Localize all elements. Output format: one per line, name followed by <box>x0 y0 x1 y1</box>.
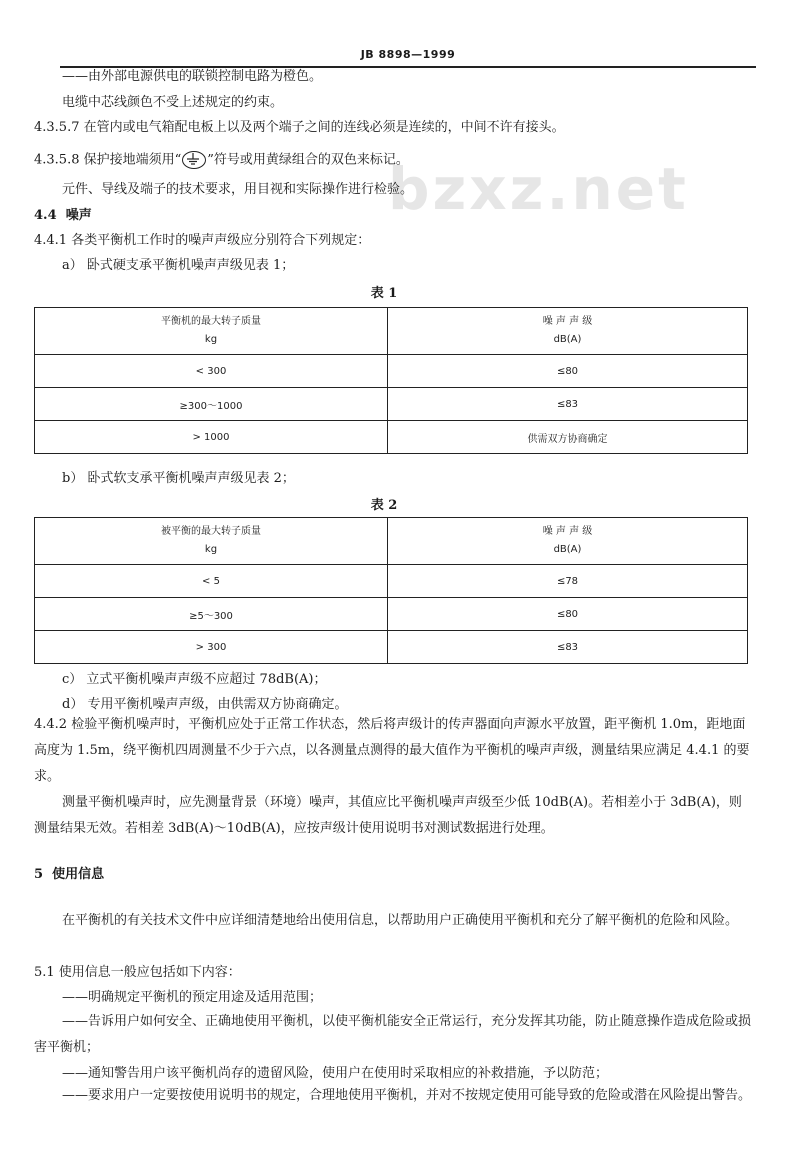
paragraph-usage-info: 在平衡机的有关技术文件中应详细清楚地给出使用信息，以帮助用户正确使用平衡机和充分了解平衡机的危险和风险。 <box>62 913 739 928</box>
table1-header-level-label: 噪 声 声 级 <box>542 316 593 327</box>
protective-ground-symbol-icon <box>182 151 206 169</box>
item-c: c） 立式平衡机噪声声级不应超过 78dB(A)； <box>62 672 327 687</box>
dash-item-1: ——明确规定平衡机的预定用途及适用范围； <box>62 990 323 1005</box>
table2-cell-level: ≤78 <box>388 565 748 598</box>
table2-cell-level: ≤83 <box>388 631 748 664</box>
table2-cell-mass: > 300 <box>35 631 388 664</box>
table2-cell-mass: ≥5～300 <box>35 598 388 631</box>
line-inspection: 元件、导线及端子的技术要求，用目视和实际操作进行检验。 <box>62 182 414 197</box>
table1-header-mass-unit: kg <box>204 334 218 345</box>
section-4-4-title: 噪声 <box>65 208 92 223</box>
table1-header-mass-label: 平衡机的最大转子质量 <box>161 316 261 327</box>
table1-caption: 表 1 <box>370 286 398 301</box>
section-5-number: 5 <box>34 867 44 882</box>
section-4-4-heading <box>34 207 92 225</box>
table-row <box>35 565 748 598</box>
dash-item-4: ——要求用户一定要按使用说明书的规定，合理地使用平衡机，并对不按规定使用可能导致的危险或潜在风险提出警告。 <box>62 1088 752 1103</box>
table1 <box>34 307 748 454</box>
table2-header-mass-unit: kg <box>204 544 218 555</box>
clause-4-3-5-8-post: ”符号或用黄绿组合的双色来标记。 <box>207 152 409 168</box>
dash-item-2: ——告诉用户如何安全、正确地使用平衡机，以使平衡机能安全正常运行，充分发挥其功能，防止随意操作造成危险或损害平衡机； <box>34 1014 752 1055</box>
table1-cell-level: 供需双方协商确定 <box>388 421 748 454</box>
table2-header-level <box>388 518 748 565</box>
item-a: a） 卧式硬支承平衡机噪声声级见表 1； <box>62 258 295 273</box>
table1-header-row <box>35 308 748 355</box>
clause-4-3-5-8-pre: 4.3.5.8 保护接地端须用“ <box>34 152 182 168</box>
table-row <box>35 421 748 454</box>
section-5-title: 使用信息 <box>52 867 105 882</box>
table1-cell-level: ≤80 <box>388 355 748 388</box>
clause-5-1: 5.1 使用信息一般应包括如下内容： <box>34 965 241 980</box>
page-header: JB 8898—1999 <box>60 48 756 68</box>
line-core-color: 电缆中芯线颜色不受上述规定的约束。 <box>62 95 284 110</box>
table2-cell-level: ≤80 <box>388 598 748 631</box>
table2-header-row <box>35 518 748 565</box>
clause-4-4-2: 4.4.2 检验平衡机噪声时，平衡机应处于正常工作状态，然后将声级计的传声器面向声源水平放置，距平衡机 1.0m，距地面高度为 1.5m，绕平衡机四周测量不少于六点，以各测量点测得的最大值作为平衡机的噪声声级，测量结果应满足 4.4.1 的要求。 <box>34 717 750 784</box>
table2-cell-mass: < 5 <box>35 565 388 598</box>
clause-4-4-1: 4.4.1 各类平衡机工作时的噪声声级应分别符合下列规定： <box>34 233 371 248</box>
line-interlock-orange: ——由外部电源供电的联锁控制电路为橙色。 <box>62 69 323 84</box>
table-row <box>35 355 748 388</box>
section-4-4-number: 4.4 <box>34 208 57 223</box>
section-5-heading <box>34 866 104 884</box>
paragraph-background-noise: 测量平衡机噪声时，应先测量背景（环境）噪声，其值应比平衡机噪声声级至少低 10dB(A)。若相差小于 3dB(A)，则测量结果无效。若相差 3dB(A)～10dB(A)，应按声级计使用说明书对测试数据进行处理。 <box>34 795 742 836</box>
clause-4-3-5-7: 4.3.5.7 在管内或电气箱配电板上以及两个端子之间的连线必须是连续的，中间不许有接头。 <box>34 120 565 135</box>
watermark: bzxz.net <box>388 155 689 223</box>
table2-header-level-label: 噪 声 声 级 <box>542 526 593 537</box>
table1-header-level <box>388 308 748 355</box>
clause-4-3-5-8 <box>34 151 409 170</box>
item-d: d） 专用平衡机噪声声级，由供需双方协商确定。 <box>62 697 348 712</box>
table-row <box>35 631 748 664</box>
table1-cell-level: ≤83 <box>388 388 748 421</box>
table1-header-mass <box>35 308 388 355</box>
table2 <box>34 517 748 664</box>
dash-item-3: ——通知警告用户该平衡机尚存的遗留风险，使用户在使用时采取相应的补救措施，予以防范； <box>62 1066 609 1081</box>
table1-cell-mass: > 1000 <box>35 421 388 454</box>
table-row <box>35 598 748 631</box>
table2-caption: 表 2 <box>370 498 398 513</box>
table2-header-mass <box>35 518 388 565</box>
table1-cell-mass: ≥300～1000 <box>35 388 388 421</box>
table2-header-level-unit: dB(A) <box>553 544 582 555</box>
table-row <box>35 388 748 421</box>
item-b: b） 卧式软支承平衡机噪声声级见表 2； <box>62 471 295 486</box>
table2-header-mass-label: 被平衡的最大转子质量 <box>161 526 261 537</box>
table1-header-level-unit: dB(A) <box>553 334 582 345</box>
table1-cell-mass: < 300 <box>35 355 388 388</box>
